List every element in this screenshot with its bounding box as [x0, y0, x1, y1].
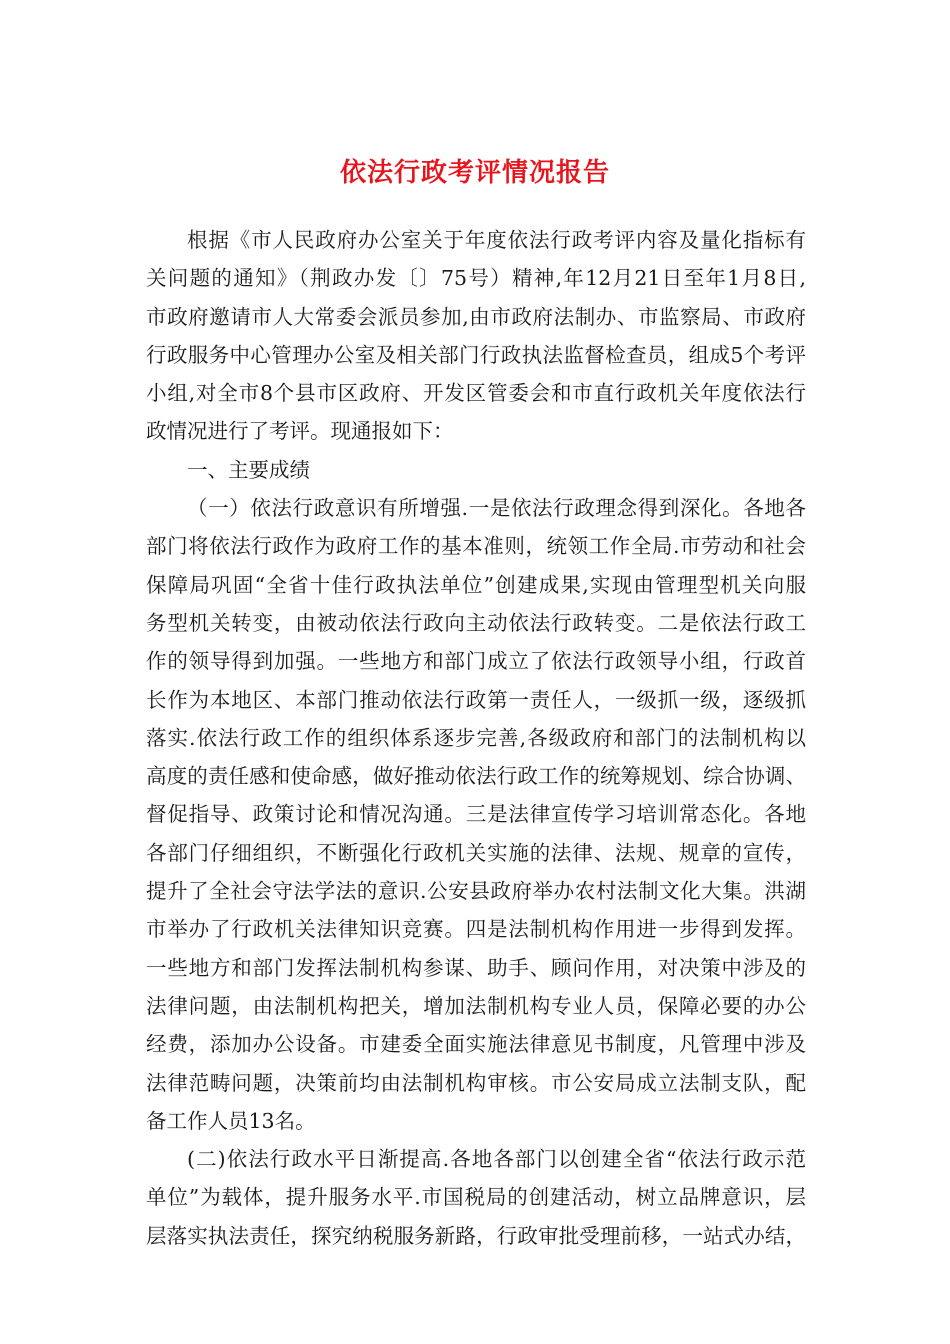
- body-line: 市政府邀请市人大常委会派员参加,由市政府法制办、市监察局、市政府: [146, 304, 806, 329]
- document-title: 依法行政考评情况报告: [339, 158, 610, 188]
- document-body: [146, 221, 806, 1255]
- body-line: 政情况进行了考评。现通报如下：: [146, 419, 454, 444]
- body-line: 务型机关转变，由被动依法行政向主动依法行政转变。二是依法行政工: [146, 610, 806, 635]
- body-line: 作的领导得到加强。一些地方和部门成立了依法行政领导小组，行政首: [146, 649, 806, 674]
- body-line: 各部门仔细组织，不断强化行政机关实施的法律、法规、规章的宣传，: [146, 840, 806, 865]
- body-line: 经费，添加办公设备。市建委全面实施法律意见书制度，凡管理中涉及: [146, 1032, 806, 1057]
- body-line: 保障局巩固“全省十佳行政执法单位”创建成果,实现由管理型机关向服: [146, 572, 806, 597]
- body-line: 法律问题，由法制机构把关，增加法制机构专业人员，保障必要的办公: [146, 993, 806, 1018]
- body-line: 督促指导、政策讨论和情况沟通。三是法律宣传学习培训常态化。各地: [146, 802, 806, 827]
- body-line: 单位”为载体，提升服务水平.市国税局的创建活动，树立品牌意识，层: [146, 1185, 806, 1210]
- body-line: 关问题的通知》（荆政办发〔〕75号）精神,年12月21日至年1月8日,: [146, 266, 806, 291]
- body-line: 行政服务中心管理办公室及相关部门行政执法监督检查员，组成5个考评: [146, 342, 806, 367]
- body-line: 长作为本地区、本部门推动依法行政第一责任人，一级抓一级，逐级抓: [146, 687, 806, 712]
- body-line: 层落实执法责任，探究纳税服务新路，行政审批受理前移，一站式办结，: [146, 1223, 806, 1248]
- body-line: 市举办了行政机关法律知识竞赛。四是法制机构作用进一步得到发挥。: [146, 917, 806, 942]
- body-line: 备工作人员13名。: [146, 1108, 316, 1133]
- body-line: 一些地方和部门发挥法制机构参谋、助手、顾问作用，对决策中涉及的: [146, 955, 806, 980]
- body-line: （一）依法行政意识有所增强.一是依法行政理念得到深化。各地各: [187, 496, 806, 521]
- body-line: 落实.依法行政工作的组织体系逐步完善,各级政府和部门的法制机构以: [146, 725, 806, 750]
- body-line: 提升了全社会守法学法的意识.公安县政府举办农村法制文化大集。洪湖: [146, 879, 806, 904]
- body-line: 部门将依法行政作为政府工作的基本准则，统领工作全局.市劳动和社会: [146, 534, 806, 559]
- body-line: (二)依法行政水平日渐提高.各地各部门以创建全省“依法行政示范: [187, 1147, 806, 1172]
- body-line: 根据《市人民政府办公室关于年度依法行政考评内容及量化指标有: [187, 228, 806, 252]
- body-line: 高度的责任感和使命感，做好推动依法行政工作的统筹规划、综合协调、: [146, 764, 806, 789]
- body-line: 一、主要成绩: [187, 457, 310, 482]
- body-line: 法律范畴问题，决策前均由法制机构审核。市公安局成立法制支队，配: [146, 1070, 806, 1095]
- body-line: 小组,对全市8个县市区政府、开发区管委会和市直行政机关年度依法行: [146, 381, 806, 406]
